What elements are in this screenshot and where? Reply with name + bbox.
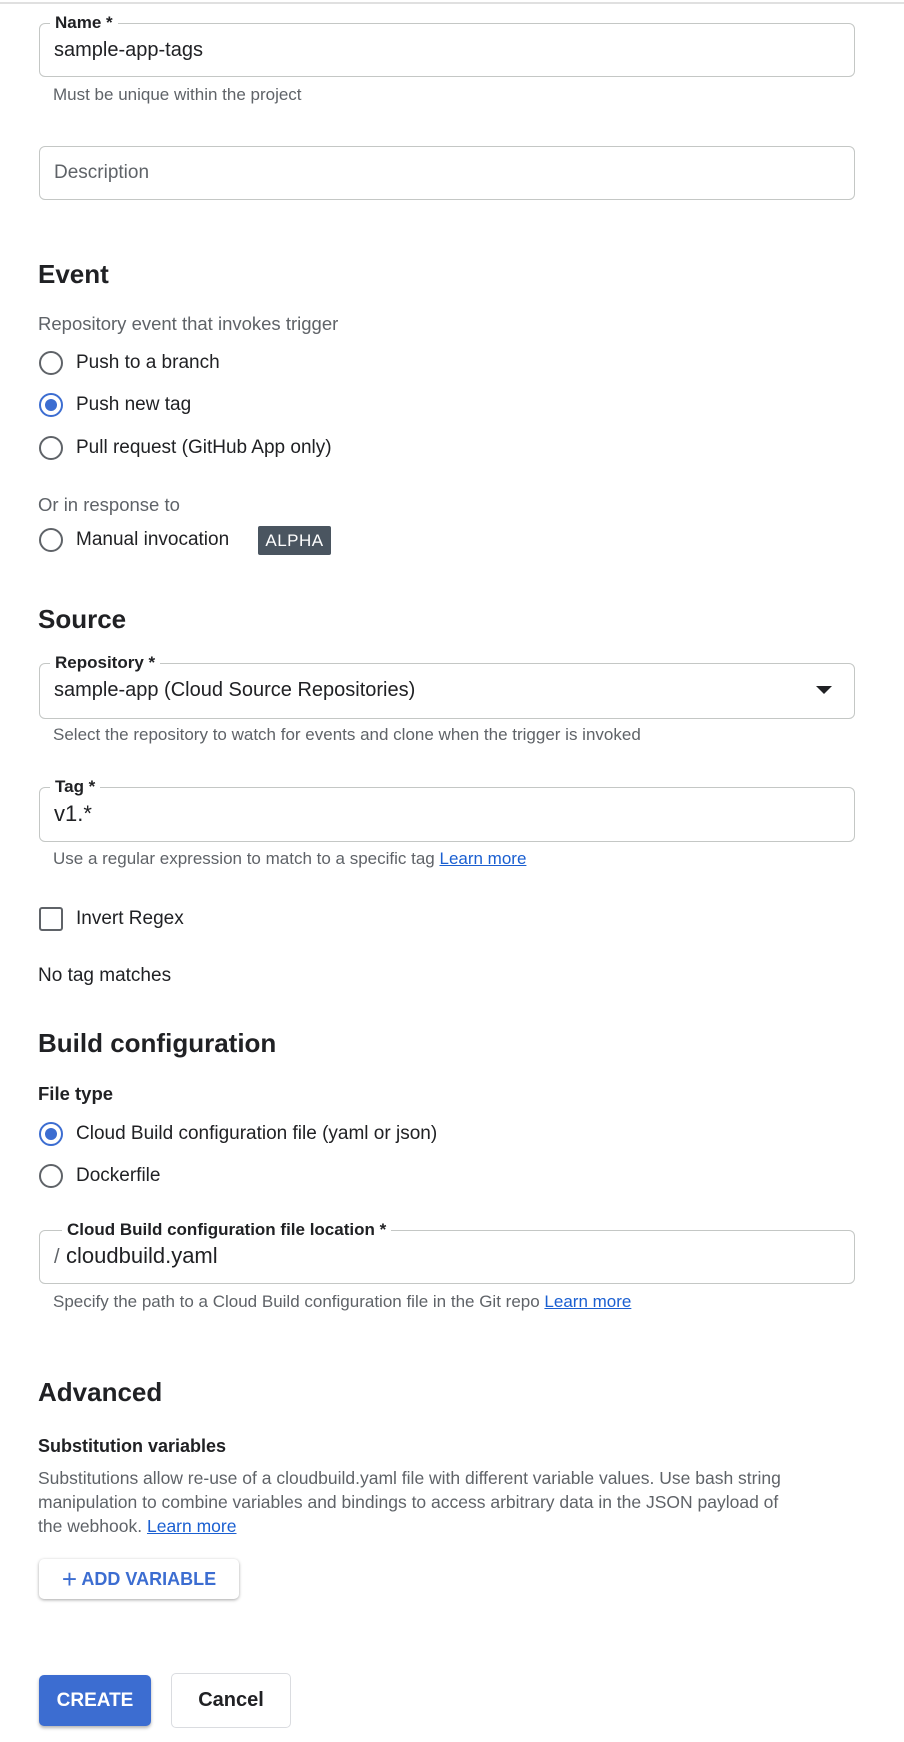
radio-manual[interactable] bbox=[39, 528, 63, 552]
repository-helper: Select the repository to watch for events and clone when the trigger is invoked bbox=[53, 725, 641, 744]
name-value: sample-app-tags bbox=[54, 39, 203, 61]
plus-icon: + bbox=[61, 1564, 78, 1594]
config-location-value: cloudbuild.yaml bbox=[66, 1243, 218, 1268]
file-type-label: File type bbox=[38, 1083, 114, 1104]
repository-select[interactable] bbox=[39, 653, 855, 719]
radio-dockerfile[interactable] bbox=[39, 1164, 63, 1188]
repository-label: Repository * bbox=[50, 652, 160, 674]
radio-manual-label[interactable]: Manual invocation bbox=[76, 529, 230, 550]
config-location-helper bbox=[53, 1291, 631, 1313]
config-location-field[interactable] bbox=[39, 1220, 855, 1284]
invert-regex-label[interactable]: Invert Regex bbox=[76, 908, 184, 929]
substitution-desc-line3-wrap bbox=[38, 1514, 236, 1538]
build-heading: Build configuration bbox=[38, 1028, 277, 1058]
description-field[interactable] bbox=[39, 146, 855, 200]
create-button[interactable]: CREATE bbox=[39, 1675, 151, 1726]
radio-pull-request[interactable] bbox=[39, 436, 63, 460]
name-helper: Must be unique within the project bbox=[53, 85, 302, 104]
config-learn-more-link[interactable]: Learn more bbox=[544, 1292, 632, 1311]
response-label: Or in response to bbox=[38, 494, 180, 515]
substitution-desc-line2: manipulation to combine variables and bindings to access arbitrary data in the JSON payload of bbox=[38, 1492, 779, 1512]
tag-match-status: No tag matches bbox=[38, 965, 172, 986]
dropdown-arrow-icon[interactable] bbox=[816, 686, 832, 694]
radio-cloudbuild-file-label[interactable]: Cloud Build configuration file (yaml or json) bbox=[76, 1123, 438, 1144]
config-location-label: Cloud Build configuration file location * bbox=[62, 1219, 391, 1241]
tag-helper bbox=[53, 848, 526, 870]
radio-pull-request-label[interactable]: Pull request (GitHub App only) bbox=[76, 437, 332, 458]
radio-push-tag-label[interactable]: Push new tag bbox=[76, 394, 192, 415]
advanced-heading: Advanced bbox=[38, 1377, 163, 1407]
name-field[interactable] bbox=[39, 13, 855, 77]
radio-push-tag[interactable] bbox=[39, 393, 63, 417]
alpha-badge: ALPHA bbox=[258, 526, 331, 555]
tag-value: v1.* bbox=[54, 801, 92, 826]
config-location-helper-text: Specify the path to a Cloud Build configuration file in the Git repo bbox=[53, 1292, 540, 1311]
substitution-learn-more-link[interactable]: Learn more bbox=[146, 1516, 237, 1536]
radio-dockerfile-label[interactable]: Dockerfile bbox=[76, 1165, 161, 1186]
radio-push-branch-label[interactable]: Push to a branch bbox=[76, 352, 220, 373]
name-label: Name * bbox=[50, 12, 118, 34]
top-divider bbox=[0, 2, 904, 4]
cancel-button[interactable]: Cancel bbox=[171, 1673, 291, 1728]
config-location-prefix: / bbox=[54, 1246, 60, 1268]
tag-helper-text: Use a regular expression to match to a specific tag bbox=[53, 849, 435, 868]
radio-push-branch[interactable] bbox=[39, 351, 63, 375]
repository-value: sample-app (Cloud Source Repositories) bbox=[54, 679, 416, 701]
tag-learn-more-link[interactable]: Learn more bbox=[439, 849, 527, 868]
substitution-heading: Substitution variables bbox=[38, 1436, 227, 1456]
description-placeholder: Description bbox=[54, 162, 150, 183]
add-variable-button[interactable] bbox=[39, 1559, 239, 1599]
source-heading: Source bbox=[38, 604, 127, 634]
substitution-desc-line3: the webhook. bbox=[38, 1516, 143, 1536]
tag-field[interactable] bbox=[39, 777, 855, 842]
event-subtitle: Repository event that invokes trigger bbox=[38, 313, 339, 334]
radio-cloudbuild-file[interactable] bbox=[39, 1122, 63, 1146]
tag-label: Tag * bbox=[50, 776, 100, 798]
substitution-desc-line1: Substitutions allow re-use of a cloudbuild.yaml file with different variable values. Use bash string bbox=[38, 1468, 781, 1488]
event-heading: Event bbox=[38, 259, 109, 289]
add-variable-label: ADD VARIABLE bbox=[81, 1569, 217, 1589]
invert-regex-checkbox[interactable] bbox=[39, 907, 63, 931]
